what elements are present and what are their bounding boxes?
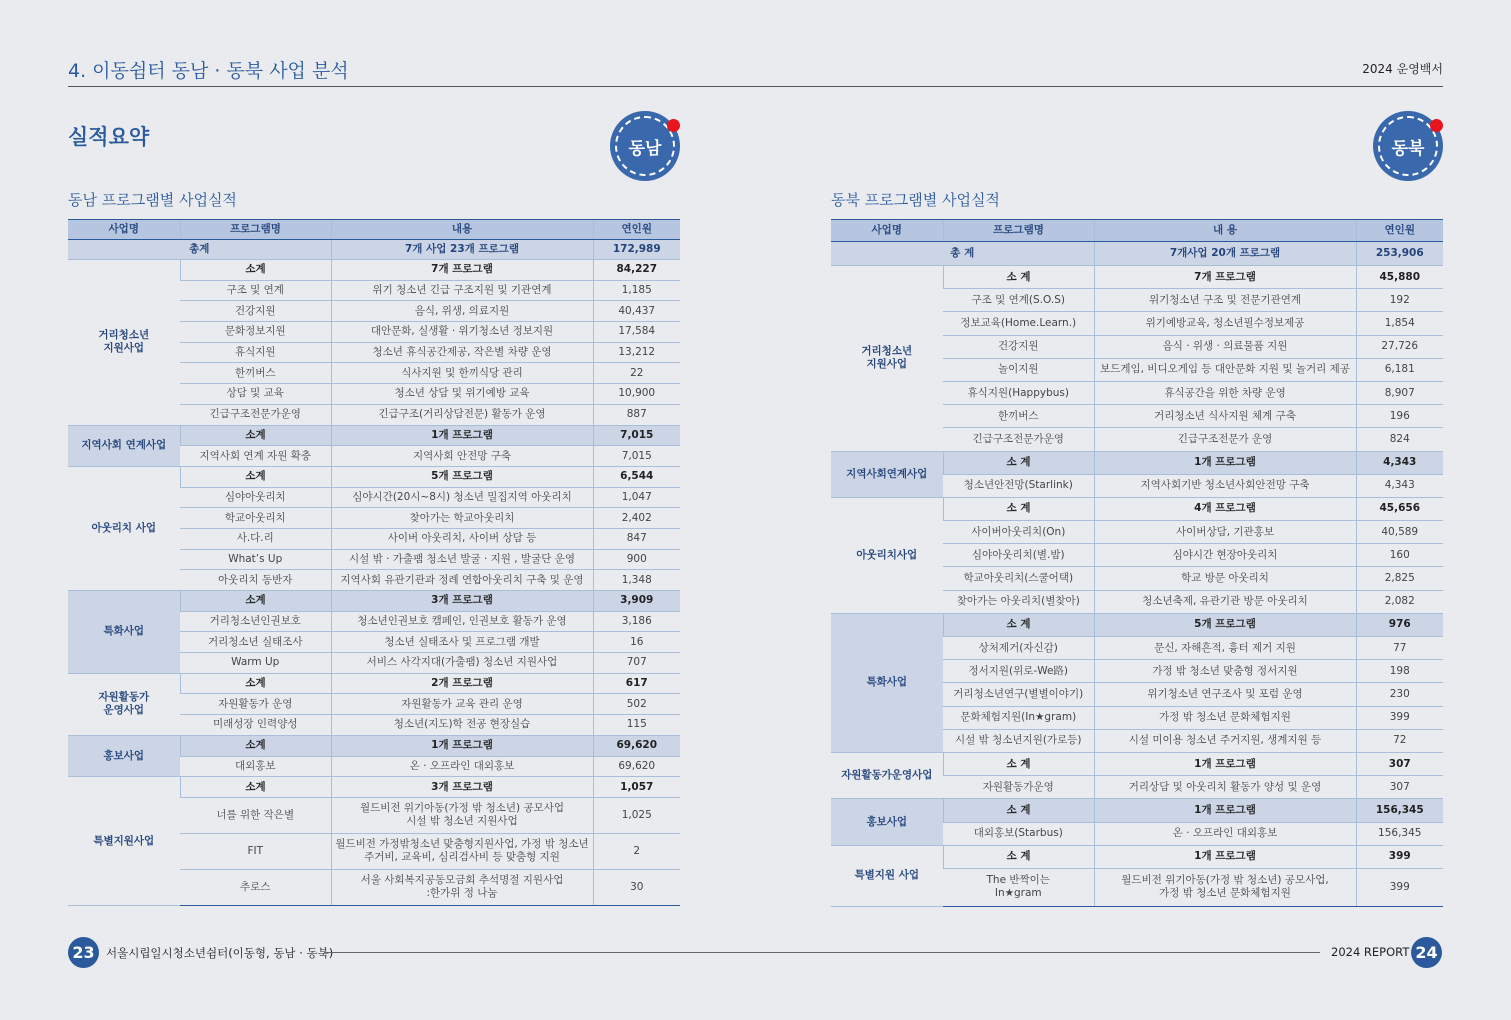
subtotal-row: [68, 260, 680, 281]
participant-count: 72: [1356, 729, 1443, 752]
program-name: 추로스: [180, 869, 331, 905]
program-name: 자원활동가운영: [943, 776, 1094, 799]
subtotal-count: 399: [1356, 845, 1443, 868]
business-name: 지역사회연계사업: [831, 451, 943, 497]
badge-dot-icon: [667, 119, 680, 132]
participant-count: 27,726: [1356, 335, 1443, 358]
business-name: 지역사회 연계사업: [68, 425, 180, 466]
subtotal-count: 3,909: [593, 591, 680, 612]
program-content: 청소년 휴식공간제공, 작은별 차량 운영: [331, 342, 593, 363]
program-name: 지역사회 연계 자원 확충: [180, 446, 331, 467]
program-name: 구조 및 연계: [180, 280, 331, 301]
program-content: 심야시간 현장아웃리치: [1094, 544, 1356, 567]
subtotal-count: 156,345: [1356, 799, 1443, 822]
program-content: 지역사회 유관기관과 정례 연합아웃리치 구축 및 운영: [331, 570, 593, 591]
program-content: 자원활동가 교육 관리 운영: [331, 694, 593, 715]
subtotal-row: [68, 425, 680, 446]
participant-count: 502: [593, 694, 680, 715]
subtotal-label: 소 계: [943, 613, 1094, 636]
column-header: 사업명: [831, 220, 943, 242]
program-content: 서울 사회복지공동모금회 추석명절 지원사업 :한가위 정 나눔: [331, 869, 593, 905]
subtotal-count: 45,656: [1356, 497, 1443, 520]
participant-count: 16: [593, 632, 680, 653]
subtotal-label: 소 계: [943, 266, 1094, 289]
subtotal-label: 소계: [180, 260, 331, 281]
program-content: 지역사회기반 청소년사회안전망 구축: [1094, 474, 1356, 497]
program-name: 너를 위한 작은별: [180, 797, 331, 833]
column-header: 프로그램명: [180, 220, 331, 240]
table-header-row: [831, 220, 1443, 242]
column-header: 내 용: [1094, 220, 1356, 242]
program-name: 문화정보지원: [180, 322, 331, 343]
program-name: 문화체험지원(In★gram): [943, 706, 1094, 729]
region-badge-right-label: 동북: [1378, 116, 1438, 176]
badge-dot-icon: [1430, 119, 1443, 132]
business-name: 아웃리치 사업: [68, 466, 180, 590]
program-content: 보드게임, 비디오게임 등 대안문화 지원 및 놀거리 제공: [1094, 358, 1356, 381]
program-content: 학교 방문 아웃리치: [1094, 567, 1356, 590]
subtotal-row: [68, 735, 680, 756]
subtotal-content: 2개 프로그램: [331, 673, 593, 694]
program-name: FIT: [180, 833, 331, 869]
program-content: 가정 밖 청소년 맞춤형 정서지원: [1094, 660, 1356, 683]
program-name: 사이버아웃리치(On): [943, 521, 1094, 544]
participant-count: 30: [593, 869, 680, 905]
left-table-title: 동남 프로그램별 사업실적: [68, 191, 237, 209]
participant-count: 900: [593, 549, 680, 570]
program-content: 청소년축제, 유관기관 방문 아웃리치: [1094, 590, 1356, 613]
program-content: 지역사회 안전망 구축: [331, 446, 593, 467]
program-content: 사이버상담, 기관홍보: [1094, 521, 1356, 544]
program-name: 심야아웃리치(별.밤): [943, 544, 1094, 567]
program-content: 거리청소년 식사지원 체계 구축: [1094, 405, 1356, 428]
right-table-title: 동북 프로그램별 사업실적: [831, 191, 1000, 209]
subtotal-label: 소계: [180, 777, 331, 798]
total-label: 총 계: [831, 242, 1094, 266]
subtotal-count: 4,343: [1356, 451, 1443, 474]
program-name: 구조 및 연계(S.O.S): [943, 289, 1094, 312]
program-name: 미래성장 인력양성: [180, 715, 331, 736]
program-content: 음식, 위생, 의료지원: [331, 301, 593, 322]
participant-count: 2: [593, 833, 680, 869]
right-results-table: [831, 219, 1443, 907]
subtotal-count: 7,015: [593, 425, 680, 446]
participant-count: 4,343: [1356, 474, 1443, 497]
program-name: 청소년안전망(Starlink): [943, 474, 1094, 497]
total-content: 7개 사업 23개 프로그램: [331, 240, 593, 260]
subtotal-content: 4개 프로그램: [1094, 497, 1356, 520]
total-row: [831, 242, 1443, 266]
program-content: 대안문화, 실생활 · 위기청소년 정보지원: [331, 322, 593, 343]
subtotal-content: 1개 프로그램: [1094, 451, 1356, 474]
participant-count: 77: [1356, 637, 1443, 660]
program-content: 긴급구조(거리상담전문) 활동가 운영: [331, 404, 593, 425]
subtotal-content: 1개 프로그램: [1094, 799, 1356, 822]
participant-count: 40,589: [1356, 521, 1443, 544]
program-name: 상담 및 교육: [180, 384, 331, 405]
footer-divider: [324, 952, 1320, 953]
subtotal-label: 소 계: [943, 451, 1094, 474]
subtotal-count: 69,620: [593, 735, 680, 756]
program-content: 청소년(지도)학 전공 현장실습: [331, 715, 593, 736]
report-title: 2024 운영백서: [1362, 62, 1443, 76]
program-name: 상처제거(자신감): [943, 637, 1094, 660]
subtotal-label: 소계: [180, 425, 331, 446]
business-name: 홍보사업: [831, 799, 943, 845]
business-name: 자원활동가운영사업: [831, 752, 943, 798]
subtotal-label: 소계: [180, 591, 331, 612]
participant-count: 7,015: [593, 446, 680, 467]
program-name: 찾아가는 아웃리치(별찾아): [943, 590, 1094, 613]
participant-count: 115: [593, 715, 680, 736]
program-name: 휴식지원: [180, 342, 331, 363]
subtotal-label: 소 계: [943, 799, 1094, 822]
participant-count: 40,437: [593, 301, 680, 322]
participant-count: 69,620: [593, 756, 680, 777]
subtotal-content: 1개 프로그램: [331, 425, 593, 446]
program-name: 학교아웃리치(스쿨어택): [943, 567, 1094, 590]
subtotal-content: 1개 프로그램: [1094, 845, 1356, 868]
subtotal-count: 307: [1356, 752, 1443, 775]
region-badge-left-label: 동남: [615, 116, 675, 176]
participant-count: 10,900: [593, 384, 680, 405]
program-content: 온 · 오프라인 대외홍보: [331, 756, 593, 777]
page-number-right: 24: [1411, 937, 1442, 968]
program-content: 위기청소년 연구조사 및 포럼 운영: [1094, 683, 1356, 706]
program-content: 가정 밖 청소년 문화체험지원: [1094, 706, 1356, 729]
participant-count: 1,185: [593, 280, 680, 301]
business-name: 자원활동가 운영사업: [68, 673, 180, 735]
subtotal-row: [831, 799, 1443, 822]
participant-count: 1,025: [593, 797, 680, 833]
participant-count: 160: [1356, 544, 1443, 567]
participant-count: 824: [1356, 428, 1443, 451]
left-results-table: [68, 219, 680, 906]
participant-count: 3,186: [593, 611, 680, 632]
program-content: 위기 청소년 긴급 구조지원 및 기관연계: [331, 280, 593, 301]
participant-count: 2,825: [1356, 567, 1443, 590]
participant-count: 196: [1356, 405, 1443, 428]
program-content: 심야시간(20시~8시) 청소년 밀집지역 아웃리치: [331, 487, 593, 508]
program-content: 휴식공간을 위한 차량 운영: [1094, 381, 1356, 404]
participant-count: 847: [593, 528, 680, 549]
column-header: 연인원: [593, 220, 680, 240]
subtotal-count: 6,544: [593, 466, 680, 487]
subtotal-count: 976: [1356, 613, 1443, 636]
program-content: 청소년 실태조사 및 프로그램 개발: [331, 632, 593, 653]
program-name: 학교아웃리치: [180, 508, 331, 529]
subtotal-row: [831, 752, 1443, 775]
program-content: 식사지원 및 한끼식당 관리: [331, 363, 593, 384]
participant-count: 1,047: [593, 487, 680, 508]
program-name: 대외홍보(Starbus): [943, 822, 1094, 845]
total-label: 총계: [68, 240, 331, 260]
program-name: 휴식지원(Happybus): [943, 381, 1094, 404]
subtotal-content: 5개 프로그램: [331, 466, 593, 487]
subtotal-label: 소계: [180, 673, 331, 694]
participant-count: 8,907: [1356, 381, 1443, 404]
business-name: 특화사업: [68, 591, 180, 674]
program-name: Warm Up: [180, 653, 331, 674]
program-name: The 반짝이는 In★gram: [943, 868, 1094, 906]
program-name: 한끼버스: [180, 363, 331, 384]
subtotal-row: [831, 845, 1443, 868]
business-name: 특별지원사업: [68, 777, 180, 906]
program-content: 월드비전 가정밖청소년 맞춤형지원사업, 가정 밖 청소년 주거비, 교육비, 심리검사비 등 맞춤형 지원: [331, 833, 593, 869]
program-name: 자원활동가 운영: [180, 694, 331, 715]
participant-count: 399: [1356, 706, 1443, 729]
program-name: 거리청소년연구(별별이야기): [943, 683, 1094, 706]
subtotal-content: 1개 프로그램: [1094, 752, 1356, 775]
subtotal-count: 84,227: [593, 260, 680, 281]
program-name: 긴급구조전문가운영: [943, 428, 1094, 451]
program-name: 거리청소년 실태조사: [180, 632, 331, 653]
participant-count: 307: [1356, 776, 1443, 799]
total-content: 7개사업 20개 프로그램: [1094, 242, 1356, 266]
total-count: 253,906: [1356, 242, 1443, 266]
program-content: 청소년 상담 및 위기예방 교육: [331, 384, 593, 405]
program-content: 거리상담 및 아웃리치 활동가 양성 및 운영: [1094, 776, 1356, 799]
subtotal-count: 45,880: [1356, 266, 1443, 289]
page-number-left: 23: [68, 937, 99, 968]
program-content: 시설 밖 · 가출팸 청소년 발굴 · 지원 , 발굴단 운영: [331, 549, 593, 570]
program-content: 문신, 자해흔적, 흉터 제거 지원: [1094, 637, 1356, 660]
participant-count: 230: [1356, 683, 1443, 706]
subtotal-content: 7개 프로그램: [331, 260, 593, 281]
program-content: 시설 미이용 청소년 주거지원, 생계지원 등: [1094, 729, 1356, 752]
region-badge-right: [1373, 111, 1443, 181]
header-divider: [68, 86, 1443, 87]
column-header: 사업명: [68, 220, 180, 240]
subtotal-content: 7개 프로그램: [1094, 266, 1356, 289]
program-name: 한끼버스: [943, 405, 1094, 428]
participant-count: 1,854: [1356, 312, 1443, 335]
program-content: 위기예방교육, 청소년필수정보제공: [1094, 312, 1356, 335]
participant-count: 13,212: [593, 342, 680, 363]
subtotal-label: 소 계: [943, 845, 1094, 868]
column-header: 프로그램명: [943, 220, 1094, 242]
subtotal-label: 소계: [180, 735, 331, 756]
subtotal-row: [831, 266, 1443, 289]
program-name: 놀이지원: [943, 358, 1094, 381]
total-count: 172,989: [593, 240, 680, 260]
total-row: [68, 240, 680, 260]
business-name: 거리청소년 지원사업: [68, 260, 180, 426]
business-name: 특별지원 사업: [831, 845, 943, 906]
participant-count: 198: [1356, 660, 1443, 683]
region-badge-left: [610, 111, 680, 181]
program-content: 서비스 사각지대(가출팸) 청소년 지원사업: [331, 653, 593, 674]
program-content: 월드비전 위기아동(가정 밖 청소년) 공모사업, 가정 밖 청소년 문화체험지원: [1094, 868, 1356, 906]
participant-count: 399: [1356, 868, 1443, 906]
participant-count: 6,181: [1356, 358, 1443, 381]
program-content: 음식 · 위생 · 의료물품 지원: [1094, 335, 1356, 358]
program-name: 아웃리치 동반자: [180, 570, 331, 591]
subtotal-row: [68, 466, 680, 487]
participant-count: 707: [593, 653, 680, 674]
program-name: 건강지원: [180, 301, 331, 322]
column-header: 내용: [331, 220, 593, 240]
subtotal-label: 소 계: [943, 497, 1094, 520]
program-name: 대외홍보: [180, 756, 331, 777]
program-content: 청소년인권보호 캠페인, 인권보호 활동가 운영: [331, 611, 593, 632]
program-content: 월드비전 위기아동(가정 밖 청소년) 공모사업 시설 밖 청소년 지원사업: [331, 797, 593, 833]
program-name: 정서지원(위로-We路): [943, 660, 1094, 683]
subtotal-content: 3개 프로그램: [331, 777, 593, 798]
program-name: 건강지원: [943, 335, 1094, 358]
subtotal-row: [68, 673, 680, 694]
chapter-title: 4. 이동쉼터 동남 · 동북 사업 분석: [68, 60, 349, 82]
subtotal-label: 소계: [180, 466, 331, 487]
participant-count: 2,082: [1356, 590, 1443, 613]
section-title: 실적요약: [68, 125, 150, 149]
participant-count: 1,348: [593, 570, 680, 591]
participant-count: 192: [1356, 289, 1443, 312]
column-header: 연인원: [1356, 220, 1443, 242]
business-name: 아웃리치사업: [831, 497, 943, 613]
program-content: 사이버 아웃리치, 사이버 상담 등: [331, 528, 593, 549]
subtotal-count: 1,057: [593, 777, 680, 798]
business-name: 특화사업: [831, 613, 943, 752]
program-content: 긴급구조전문가 운영: [1094, 428, 1356, 451]
participant-count: 22: [593, 363, 680, 384]
participant-count: 17,584: [593, 322, 680, 343]
participant-count: 887: [593, 404, 680, 425]
program-content: 온 · 오프라인 대외홍보: [1094, 822, 1356, 845]
program-name: 긴급구조전문가운영: [180, 404, 331, 425]
program-name: 정보교육(Home.Learn.): [943, 312, 1094, 335]
subtotal-content: 1개 프로그램: [331, 735, 593, 756]
subtotal-row: [831, 613, 1443, 636]
program-name: 시설 밖 청소년지원(가로등): [943, 729, 1094, 752]
program-name: 사.다.리: [180, 528, 331, 549]
program-name: 심야아웃리치: [180, 487, 331, 508]
program-name: What’s Up: [180, 549, 331, 570]
subtotal-content: 3개 프로그램: [331, 591, 593, 612]
subtotal-row: [831, 451, 1443, 474]
participant-count: 2,402: [593, 508, 680, 529]
program-content: 찾아가는 학교아웃리치: [331, 508, 593, 529]
footer-left-text: 서울시립일시청소년쉼터(이동형, 동남 · 동북): [106, 946, 334, 960]
subtotal-label: 소 계: [943, 752, 1094, 775]
business-name: 거리청소년 지원사업: [831, 266, 943, 452]
table-header-row: [68, 220, 680, 240]
subtotal-count: 617: [593, 673, 680, 694]
participant-count: 156,345: [1356, 822, 1443, 845]
program-content: 위기청소년 구조 및 전문기관연계: [1094, 289, 1356, 312]
business-name: 홍보사업: [68, 735, 180, 776]
subtotal-content: 5개 프로그램: [1094, 613, 1356, 636]
footer-right-text: 2024 REPORT: [1331, 945, 1410, 959]
program-name: 거리청소년인권보호: [180, 611, 331, 632]
subtotal-row: [68, 777, 680, 798]
subtotal-row: [831, 497, 1443, 520]
subtotal-row: [68, 591, 680, 612]
